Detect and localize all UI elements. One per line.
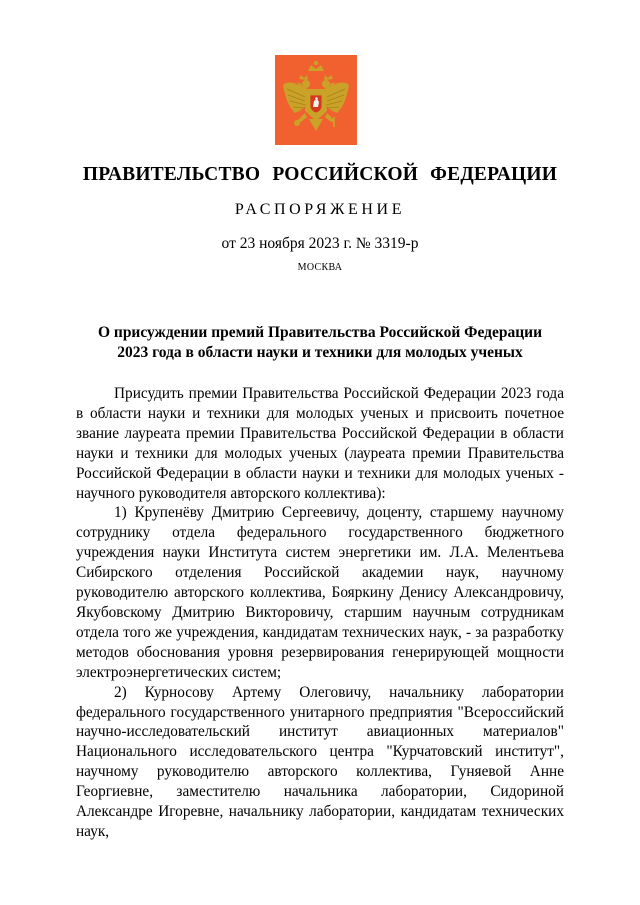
city: МОСКВА — [297, 262, 343, 273]
body-paragraph: Присудить премии Правительства Российской Федерации 2023 года в области науки и техники для молодых ученых и присвоить почетное звание лауреата премии Правительства Российской Федерации в области науки и техники для молодых ученых (лауреата премии Правительства Российской Федерации в области науки и техники для молодых ученых - научного руководителя авторского коллектива): — [76, 385, 564, 502]
document-subject — [0, 323, 640, 363]
body-paragraph: 1) Крупенёву Дмитрию Сергеевичу, доценту, старшему научному сотруднику отдела федерального государственного бюджетного учреждения науки Института систем энергетики им. Л.А. Мелентьева Сибирского отделения Российской академии наук, научному руководителю авторского коллектива, Бояркину Денису Александровичу, Якубовскому Дмитрию Викторовичу, старшим научным сотрудникам отдела того же учреждения, кандидатам технических наук, - за разработку методов обоснования уровня резервирования генерирующей мощности электроэнергетических систем; — [76, 504, 564, 681]
coat-of-arms-emblem — [275, 55, 357, 145]
document-type: РАСПОРЯЖЕНИЕ — [234, 201, 406, 218]
body-paragraph: 2) Курносову Артему Олеговичу, начальнику лаборатории федерального государственного унитарного предприятия "Всероссийский научно-исследовательский институт авиационных материалов" Национального исследовательского центра "Курчатовский институт", научному руководителю авторского коллектива, Гуняевой Анне Георгиевне, заместителю начальника лаборатории, Сидориной Александре Игоревне, начальнику лаборатории, кандидатам технических наук, — [76, 683, 564, 840]
subject-line-2: 2023 года в области науки и техники для молодых ученых — [117, 344, 523, 361]
document-body — [76, 384, 564, 842]
subject-line-1: О присуждении премий Правительства Российской Федерации — [97, 324, 543, 341]
russian-coat-of-arms-icon — [275, 55, 357, 145]
date-number: от 23 ноября 2023 г. № 3319-р — [221, 235, 419, 252]
government-title: ПРАВИТЕЛЬСТВО РОССИЙСКОЙ ФЕДЕРАЦИИ — [82, 164, 558, 185]
